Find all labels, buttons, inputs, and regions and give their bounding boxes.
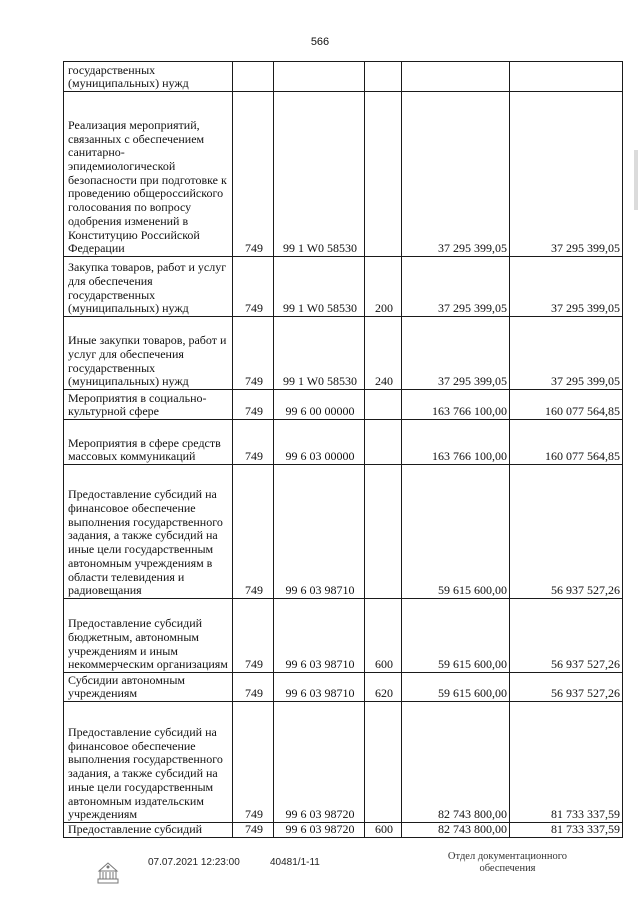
table-row xyxy=(64,823,623,838)
table-row xyxy=(64,420,623,465)
row-amount-executed-cell: 37 295 399,05 xyxy=(510,317,623,390)
department-stamp xyxy=(440,851,575,875)
row-ved-cell: 749 xyxy=(233,92,274,257)
row-amount-planned-cell: 163 766 100,00 xyxy=(402,420,510,465)
row-amount-planned-cell: 163 766 100,00 xyxy=(402,390,510,420)
row-name-cell: Иные закупки товаров, работ и услуг для обеспечения государственных (муниципальных) нужд xyxy=(64,317,233,390)
row-vr-cell: 600 xyxy=(365,599,402,673)
row-amount-planned-cell: 59 615 600,00 xyxy=(402,599,510,673)
row-amount-executed-cell: 160 077 564,85 xyxy=(510,420,623,465)
row-amount-executed-cell: 160 077 564,85 xyxy=(510,390,623,420)
row-csr-cell: 99 6 03 98720 xyxy=(274,823,365,838)
row-csr-cell: 99 6 03 98710 xyxy=(274,673,365,702)
row-amount-executed-cell: 37 295 399,05 xyxy=(510,92,623,257)
row-vr-cell: 620 xyxy=(365,673,402,702)
row-amount-executed-cell: 56 937 527,26 xyxy=(510,673,623,702)
row-csr-cell: 99 6 00 00000 xyxy=(274,390,365,420)
row-amount-executed-cell xyxy=(510,62,623,92)
row-name-cell: Мероприятия в социально-культурной сфере xyxy=(64,390,233,420)
row-name-cell: Субсидии автономным учреждениям xyxy=(64,673,233,702)
row-csr-cell: 99 6 03 98710 xyxy=(274,599,365,673)
row-amount-executed-cell: 81 733 337,59 xyxy=(510,823,623,838)
row-amount-planned-cell xyxy=(402,62,510,92)
row-ved-cell: 749 xyxy=(233,317,274,390)
table-row xyxy=(64,92,623,257)
budget-table-body xyxy=(64,62,623,838)
row-ved-cell: 749 xyxy=(233,823,274,838)
row-name-cell: Предоставление субсидий на финансовое обеспечение выполнения государственного задания, а также субсидий на иные цели государственным автономным издательским учреждениям xyxy=(64,702,233,823)
table-row xyxy=(64,257,623,317)
row-vr-cell xyxy=(365,465,402,599)
row-name-cell: Предоставление субсидий на финансовое обеспечение выполнения государственного задания, а также субсидий на иные цели государственным автономным учреждениям в области телевидения и радиовещания xyxy=(64,465,233,599)
table-row xyxy=(64,390,623,420)
row-csr-cell: 99 6 03 98710 xyxy=(274,465,365,599)
row-name-cell: Мероприятия в сфере средств массовых коммуникаций xyxy=(64,420,233,465)
row-csr-cell: 99 1 W0 58530 xyxy=(274,92,365,257)
row-amount-executed-cell: 37 295 399,05 xyxy=(510,257,623,317)
emblem-icon xyxy=(93,857,123,887)
row-vr-cell xyxy=(365,420,402,465)
row-csr-cell: 99 1 W0 58530 xyxy=(274,257,365,317)
row-amount-planned-cell: 37 295 399,05 xyxy=(402,317,510,390)
row-amount-executed-cell: 56 937 527,26 xyxy=(510,599,623,673)
row-name-cell: Предоставление субсидий бюджетным, автономным учреждениям и иным некоммерческим организациям xyxy=(64,599,233,673)
row-ved-cell: 749 xyxy=(233,420,274,465)
row-amount-executed-cell: 56 937 527,26 xyxy=(510,465,623,599)
row-vr-cell: 200 xyxy=(365,257,402,317)
row-ved-cell: 749 xyxy=(233,599,274,673)
row-amount-planned-cell: 82 743 800,00 xyxy=(402,702,510,823)
row-name-cell: Закупка товаров, работ и услуг для обеспечения государственных (муниципальных) нужд xyxy=(64,257,233,317)
row-ved-cell: 749 xyxy=(233,465,274,599)
row-name-cell: Реализация мероприятий, связанных с обеспечением санитарно-эпидемиологической безопасности при подготовке к проведению общероссийского голосования по вопросу одобрения изменений в Конституцию Российской Федерации xyxy=(64,92,233,257)
row-vr-cell xyxy=(365,390,402,420)
row-csr-cell xyxy=(274,62,365,92)
row-ved-cell: 749 xyxy=(233,390,274,420)
table-row xyxy=(64,317,623,390)
table-row xyxy=(64,465,623,599)
footer xyxy=(0,849,640,899)
table-row xyxy=(64,599,623,673)
row-amount-planned-cell: 37 295 399,05 xyxy=(402,257,510,317)
row-vr-cell xyxy=(365,702,402,823)
row-ved-cell: 749 xyxy=(233,702,274,823)
row-name-cell: Предоставление субсидий xyxy=(64,823,233,838)
row-amount-planned-cell: 59 615 600,00 xyxy=(402,673,510,702)
row-vr-cell: 600 xyxy=(365,823,402,838)
row-amount-planned-cell: 82 743 800,00 xyxy=(402,823,510,838)
registration-date: 07.07.2021 12:23:00 xyxy=(148,857,240,868)
page-number: 566 xyxy=(310,36,330,48)
row-amount-planned-cell: 59 615 600,00 xyxy=(402,465,510,599)
budget-table xyxy=(63,61,623,838)
table-row xyxy=(64,702,623,823)
row-amount-planned-cell: 37 295 399,05 xyxy=(402,92,510,257)
row-ved-cell xyxy=(233,62,274,92)
registration-number: 40481/1-11 xyxy=(270,857,320,868)
row-csr-cell: 99 6 03 00000 xyxy=(274,420,365,465)
row-csr-cell: 99 6 03 98720 xyxy=(274,702,365,823)
row-vr-cell xyxy=(365,92,402,257)
row-csr-cell: 99 1 W0 58530 xyxy=(274,317,365,390)
table-row xyxy=(64,62,623,92)
department-line: обеспечения xyxy=(479,863,536,874)
row-vr-cell xyxy=(365,62,402,92)
table-row xyxy=(64,673,623,702)
department-line: Отдел документационного xyxy=(447,851,568,862)
scan-edge-mark xyxy=(634,150,638,210)
row-name-cell: государственных (муниципальных) нужд xyxy=(64,62,233,92)
row-ved-cell: 749 xyxy=(233,673,274,702)
row-vr-cell: 240 xyxy=(365,317,402,390)
row-amount-executed-cell: 81 733 337,59 xyxy=(510,702,623,823)
row-ved-cell: 749 xyxy=(233,257,274,317)
